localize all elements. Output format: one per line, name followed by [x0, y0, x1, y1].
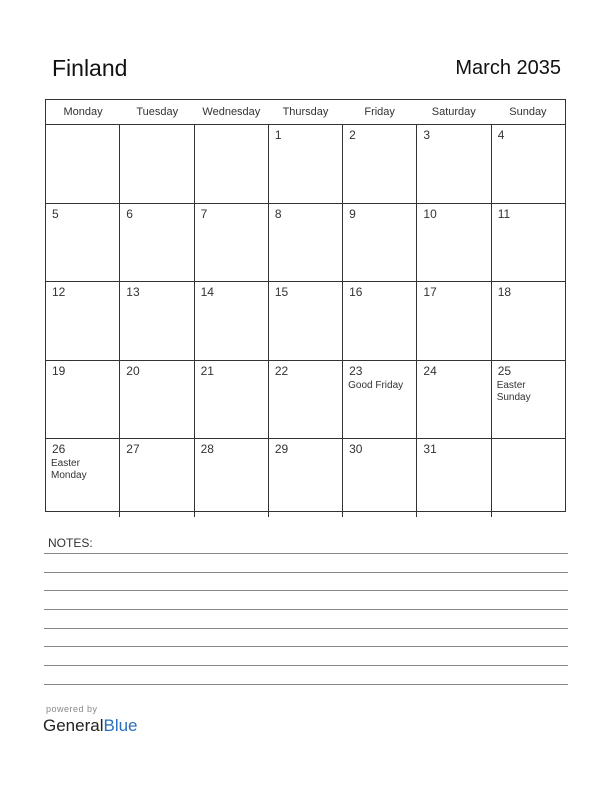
day-number: 9 [349, 206, 356, 221]
day-number: 1 [274, 128, 282, 142]
day-number: 6 [126, 206, 133, 221]
notes-label: NOTES: [48, 536, 93, 550]
day-cell [492, 439, 565, 517]
day-cell [120, 125, 194, 203]
day-cell [269, 361, 343, 439]
day-cell [195, 204, 269, 282]
calendar-grid [45, 99, 566, 512]
country-title: Finland [52, 55, 128, 81]
day-number: 18 [497, 285, 512, 300]
day-number: 14 [200, 285, 214, 300]
day-number: 24 [423, 363, 437, 378]
day-cell [120, 204, 194, 282]
day-cell [417, 204, 491, 282]
day-number: 16 [349, 285, 363, 300]
week-row [46, 282, 565, 361]
day-number: 13 [126, 285, 140, 300]
week-row [46, 361, 565, 440]
note-line [44, 609, 568, 610]
day-cell [343, 204, 417, 282]
weekday-label: Wednesday [202, 106, 261, 118]
note-line [44, 628, 568, 629]
day-cell [46, 204, 120, 282]
day-cell [492, 361, 565, 439]
day-cell [120, 361, 194, 439]
day-cell [195, 282, 269, 360]
powered-by-text: powered by [46, 704, 98, 714]
day-number: 3 [423, 128, 431, 142]
day-number: 4 [497, 128, 505, 142]
day-number: 28 [200, 442, 214, 457]
weeks-container [46, 125, 565, 517]
day-number: 30 [349, 442, 363, 457]
day-cell [343, 125, 417, 203]
day-number: 19 [52, 363, 66, 378]
note-line [44, 684, 568, 685]
day-cell [343, 361, 417, 439]
day-number: 26 [52, 442, 66, 457]
weekday-label: Tuesday [136, 106, 179, 118]
day-number: 21 [200, 363, 214, 378]
day-number: 11 [497, 206, 511, 221]
day-cell [120, 282, 194, 360]
brand-general: General [43, 716, 104, 735]
day-number: 31 [423, 442, 437, 457]
day-cell [343, 439, 417, 517]
day-number: 22 [274, 363, 289, 378]
day-cell [120, 439, 194, 517]
note-line [44, 646, 568, 647]
day-cell [46, 361, 120, 439]
weekday-label: Friday [364, 106, 395, 118]
holiday-label: Good Friday [348, 379, 404, 391]
day-cell [492, 282, 565, 360]
day-cell [195, 439, 269, 517]
day-cell [269, 439, 343, 517]
note-line [44, 572, 568, 573]
week-row [46, 204, 565, 283]
day-number: 2 [349, 128, 356, 142]
weekday-label: Sunday [509, 106, 547, 118]
weekday-label: Monday [63, 106, 103, 118]
day-cell [343, 282, 417, 360]
day-cell [195, 361, 269, 439]
day-number: 10 [423, 206, 437, 221]
day-cell [195, 125, 269, 203]
day-number: 27 [126, 442, 140, 457]
day-cell [46, 439, 120, 517]
day-number: 25 [497, 363, 512, 378]
weekday-label: Saturday [431, 106, 476, 118]
day-number: 12 [52, 285, 66, 300]
holiday-label: Easter Sunday [496, 379, 531, 403]
brand-blue: Blue [103, 716, 138, 735]
day-cell [417, 361, 491, 439]
day-number: 23 [349, 363, 363, 378]
note-line [44, 553, 568, 554]
weekday-label: Thursday [282, 106, 329, 118]
weekday-header [46, 100, 565, 125]
month-title: March 2035 [455, 57, 561, 79]
week-row [46, 439, 565, 517]
day-number: 17 [423, 285, 437, 300]
day-cell [417, 282, 491, 360]
day-number: 29 [274, 442, 289, 457]
generalblue-logo [43, 716, 138, 736]
day-cell [269, 204, 343, 282]
holiday-label: Easter Monday [51, 458, 87, 482]
day-cell [492, 125, 565, 203]
day-cell [417, 439, 491, 517]
day-cell [46, 282, 120, 360]
day-cell [46, 125, 120, 203]
day-cell [269, 282, 343, 360]
day-number: 8 [274, 206, 282, 221]
day-cell [492, 204, 565, 282]
day-number: 20 [126, 363, 140, 378]
day-cell [269, 125, 343, 203]
week-row [46, 125, 565, 204]
day-cell [417, 125, 491, 203]
day-number: 15 [274, 285, 289, 300]
note-line [44, 590, 568, 591]
day-number: 7 [200, 206, 208, 221]
note-line [44, 665, 568, 666]
day-number: 5 [52, 206, 59, 221]
